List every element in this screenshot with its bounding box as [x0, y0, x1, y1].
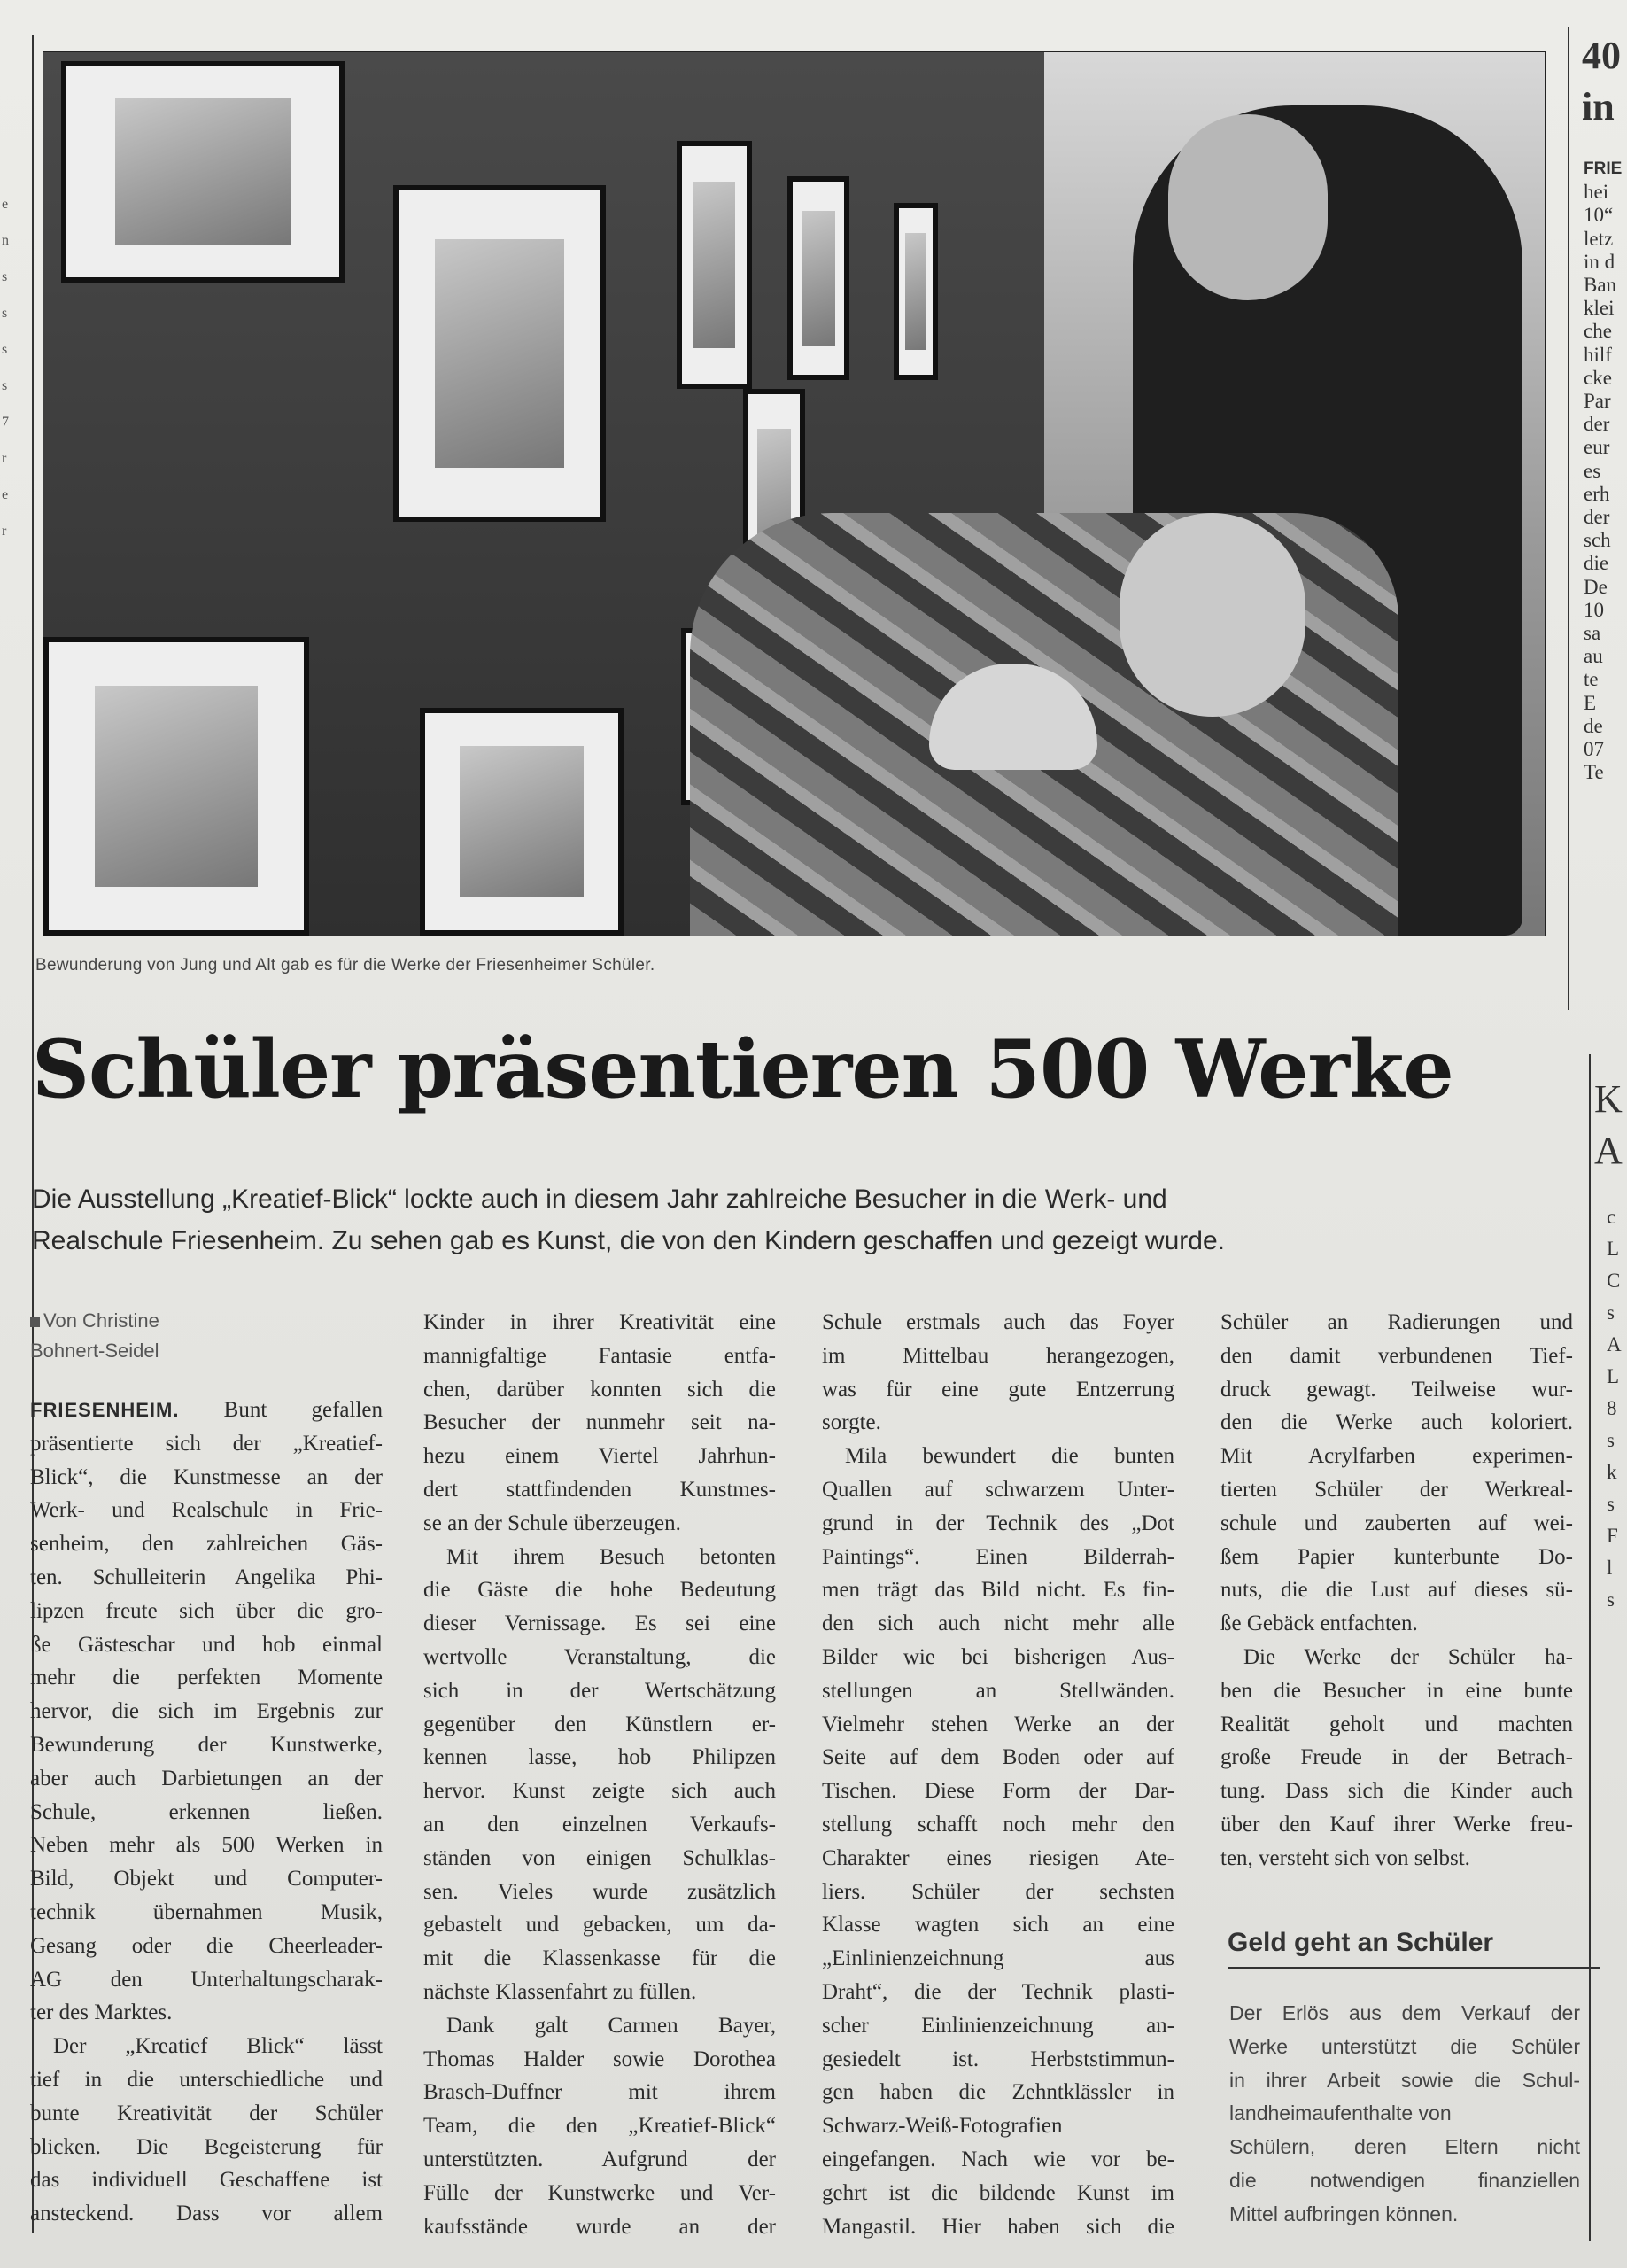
text-line: Vielmehr stehen Werke an der — [822, 1712, 1174, 1736]
text-line: präsentierte sich der „Kreatief- — [30, 1431, 383, 1456]
neighbor-line: Ban — [1584, 274, 1617, 297]
text-line: mannigfaltige Fantasie entfa- — [423, 1343, 776, 1368]
text-line: ten. Schulleiterin Angelika Phi- — [30, 1565, 383, 1589]
text-line: lipzen freute sich über die gro- — [30, 1598, 383, 1623]
left-edge-char: n — [2, 233, 9, 248]
neighbor-line: letz — [1584, 227, 1614, 250]
text-line: Quallen auf schwarzem Unter- — [822, 1477, 1174, 1502]
text-line: Der Erlös aus dem Verkauf der — [1229, 2001, 1580, 2024]
article-headline: Schüler präsentieren 500 Werke — [32, 1022, 1453, 1116]
neighbor-article-text-lower — [1607, 1201, 1622, 1616]
text-line: kennen lasse, hob Philipzen — [423, 1745, 776, 1770]
text-line: ansteckend. Dass vor allem — [30, 2202, 383, 2226]
neighbor-line: die — [1584, 552, 1609, 575]
left-edge-char: s — [2, 269, 8, 284]
text-line: den die Werke auch koloriert. — [1220, 1410, 1573, 1435]
text-line: Kinder in ihrer Kreativität eine — [423, 1310, 776, 1334]
neighbor-line: 10“ — [1584, 204, 1614, 227]
text-line: das individuell Geschaffene ist — [30, 2168, 383, 2193]
text-line: aber auch Darbietungen an der — [30, 1766, 383, 1790]
neighbor-line: c — [1607, 1206, 1616, 1228]
lead-line: Die Ausstellung „Kreatief-Blick“ lockte auch in diesem Jahr zahlreiche Besucher in die Werk- und — [32, 1184, 1167, 1214]
neighbor-line: Te — [1584, 761, 1604, 784]
text-line: den sich auch nicht mehr alle — [822, 1612, 1174, 1636]
neighbor-line: der — [1584, 413, 1610, 436]
text-line: scher Einlinienzeichnung an- — [822, 2013, 1174, 2038]
neighbor-line: L — [1607, 1238, 1620, 1260]
text-line: AG den Unterhaltungscharak- — [30, 1967, 383, 1992]
text-line: ßem Papier kunterbunte Do- — [1220, 1544, 1573, 1569]
left-edge-char: r — [2, 451, 7, 466]
neighbor-article-headline-lower — [1594, 1074, 1623, 1177]
text-line: dert stattfindenden Kunstmes- — [423, 1477, 776, 1502]
sidebox-heading: Geld geht an Schüler — [1228, 1928, 1600, 1969]
text-line: was für eine gute Entzerrung — [822, 1377, 1174, 1402]
text-line: Brasch-Duffner mit ihrem — [423, 2080, 776, 2105]
left-edge-char: s — [2, 378, 8, 393]
text-line: FRIESENHEIM. Bunt gefallen — [30, 1398, 383, 1422]
text-line: Schülern, deren Eltern nicht — [1229, 2135, 1580, 2159]
lead-line: Realschule Friesenheim. Zu sehen gab es Kunst, die von den Kindern geschaffen und gezeigt wurde. — [32, 1226, 1225, 1255]
neighbor-line: 10 — [1584, 598, 1604, 621]
man-head — [1168, 114, 1328, 300]
text-line: über den Kauf ihrer Werke freu- — [1220, 1812, 1573, 1837]
neighbor-line: s — [1607, 1493, 1615, 1515]
neighbor-headline-fragment: A — [1594, 1129, 1623, 1172]
neighbor-line: s — [1607, 1301, 1615, 1324]
neighbor-line: l — [1607, 1557, 1613, 1579]
artwork-frame — [43, 637, 309, 936]
text-line: in ihrer Arbeit sowie die Schul- — [1229, 2068, 1580, 2092]
text-line: Bewunderung der Kunstwerke, — [30, 1732, 383, 1757]
neighbor-line: C — [1607, 1270, 1621, 1292]
text-line: ße Gebäck entfachten. — [1220, 1612, 1418, 1636]
text-line: schule und zauberten auf wei- — [1220, 1511, 1573, 1535]
neighbor-line: sa — [1584, 622, 1601, 645]
right-page-rule-lower — [1589, 1054, 1591, 2241]
text-line: gehrt ist die bildende Kunst im — [822, 2180, 1174, 2205]
sidebox-text — [1229, 1997, 1580, 2232]
text-line: gegenüber den Künstlern er- — [423, 1712, 776, 1736]
neighbor-line: F — [1607, 1525, 1618, 1547]
text-line: se an der Schule überzeugen. — [423, 1511, 681, 1535]
text-line: tung. Dass sich die Kinder auch — [1220, 1779, 1573, 1804]
neighbor-headline-fragment: 40 — [1582, 34, 1621, 77]
text-line: im Mittelbau herangezogen, — [822, 1343, 1174, 1368]
text-line: kaufsstände wurde an der — [423, 2214, 776, 2239]
text-line: Gesang oder die Cheerleader- — [30, 1933, 383, 1958]
artwork-frame — [787, 176, 849, 380]
neighbor-line: De — [1584, 575, 1608, 598]
left-edge-char: e — [2, 197, 9, 212]
byline-author-line: Bohnert-Seidel — [30, 1340, 159, 1362]
neighbor-line: au — [1584, 645, 1603, 668]
exhibition-photo — [43, 51, 1546, 936]
article-column-3 — [822, 1306, 1174, 2243]
neighbor-line: te — [1584, 668, 1599, 691]
neighbor-line: L — [1607, 1365, 1620, 1387]
text-line: Team, die den „Kreatief-Blick“ — [423, 2114, 776, 2139]
left-edge-char: s — [2, 342, 8, 357]
text-line: gen haben die Zehntklässler in — [822, 2080, 1174, 2105]
neighbor-line: che — [1584, 320, 1612, 343]
text-line: bunte Kreativität der Schüler — [30, 2101, 383, 2125]
text-line: chen, darüber konnten sich die — [423, 1377, 776, 1402]
article-column-4 — [1220, 1306, 1573, 1876]
text-line: ße Gästeschar und hob einmal — [30, 1632, 383, 1657]
text-line: Mit Acrylfarben experimen- — [1220, 1444, 1573, 1469]
text-line: technik übernahmen Musik, — [30, 1899, 383, 1924]
neighbor-line: hilf — [1584, 343, 1612, 366]
text-line: die notwendigen finanziellen — [1229, 2168, 1580, 2192]
neighbor-line: eur — [1584, 436, 1610, 459]
text-line: Realität geholt und machten — [1220, 1712, 1573, 1736]
text-line: hezu einem Viertel Jahrhun- — [423, 1444, 776, 1469]
text-line: Mila bewundert die bunten — [845, 1444, 1174, 1469]
text-line: an den einzelnen Verkaufs- — [423, 1812, 776, 1837]
text-line: gebastelt und gebacken, um da- — [423, 1913, 776, 1938]
neighbor-line: es — [1584, 459, 1601, 482]
text-line: Schule, erkennen ließen. — [30, 1799, 383, 1824]
text-line: grund in der Technik des „Dot — [822, 1511, 1174, 1535]
text-line: stellung schafft noch mehr den — [822, 1812, 1174, 1837]
text-line: Die Werke der Schüler ha- — [1243, 1644, 1573, 1669]
text-line: druck gewagt. Teilweise wur- — [1220, 1377, 1573, 1402]
artwork-frame — [393, 185, 606, 522]
neighbor-article-text — [1584, 158, 1622, 784]
neighbor-line: klei — [1584, 297, 1615, 320]
text-line: wertvolle Veranstaltung, die — [423, 1644, 776, 1669]
text-line: Tischen. Diese Form der Dar- — [822, 1779, 1174, 1804]
neighbor-line: A — [1607, 1333, 1622, 1355]
neighbor-line: 07 — [1584, 738, 1604, 761]
text-line: Bild, Objekt und Computer- — [30, 1867, 383, 1891]
text-line: ben die Besucher in eine bunte — [1220, 1678, 1573, 1703]
text-line: Schwarz-Weiß-Fotografien — [822, 2114, 1063, 2139]
text-line: Paintings“. Einen Bilderrah- — [822, 1544, 1174, 1569]
artwork-frame — [677, 141, 752, 389]
text-line: Mit ihrem Besuch betonten — [446, 1544, 776, 1569]
text-line: hervor, die sich im Ergebnis zur — [30, 1699, 383, 1724]
article-column-1 — [30, 1306, 383, 2231]
photo-caption: Bewunderung von Jung und Alt gab es für die Werke der Friesenheimer Schüler. — [35, 956, 655, 975]
neighbor-line: der — [1584, 506, 1610, 529]
text-line: ter des Marktes. — [30, 2000, 173, 2025]
text-line: gesiedelt ist. Herbststimmun- — [822, 2047, 1174, 2071]
text-line: Klasse wagten sich an eine — [822, 1913, 1174, 1938]
left-edge-char: e — [2, 487, 9, 502]
text-line: unterstützten. Aufgrund der — [423, 2147, 776, 2171]
left-edge-char: s — [2, 306, 8, 321]
text-line: den damit verbundenen Tief- — [1220, 1343, 1573, 1368]
text-line: mit die Klassenkasse für die — [423, 1946, 776, 1971]
text-line: tierten Schüler der Werkreal- — [1220, 1477, 1573, 1502]
text-line: Blick“, die Kunstmesse an der — [30, 1464, 383, 1489]
byline — [30, 1306, 383, 1366]
text-line: Bilder wie bei bisherigen Aus- — [822, 1644, 1174, 1669]
text-line: Schüler an Radierungen und — [1220, 1310, 1573, 1334]
neighbor-line: E — [1584, 691, 1597, 714]
text-line: blicken. Die Begeisterung für — [30, 2134, 383, 2159]
text-line: sich in der Wertschätzung — [423, 1678, 776, 1703]
text-line: hervor. Kunst zeigte sich auch — [423, 1779, 776, 1804]
text-line: sen. Vieles wurde zusätzlich — [423, 1879, 776, 1904]
text-line: Thomas Halder sowie Dorothea — [423, 2047, 776, 2071]
neighbor-line: k — [1607, 1461, 1617, 1483]
text-line: Werke unterstützt die Schüler — [1229, 2034, 1580, 2058]
text-line: stellungen an Stellwänden. — [822, 1678, 1174, 1703]
dateline: FRIESENHEIM. — [30, 1399, 180, 1421]
neighbor-headline-fragment: K — [1594, 1077, 1623, 1121]
text-line: Werk- und Realschule in Frie- — [30, 1498, 383, 1523]
neighbor-dateline: FRIE — [1584, 159, 1623, 178]
neighbor-article-headline — [1582, 30, 1621, 133]
artwork-frame — [894, 203, 938, 380]
neighbor-line: cke — [1584, 366, 1612, 389]
text-line: Schule erstmals auch das Foyer — [822, 1310, 1174, 1334]
text-line: Mittel aufbringen können. — [1229, 2202, 1459, 2225]
neighbor-line: s — [1607, 1588, 1615, 1611]
text-line: Fülle der Kunstwerke und Ver- — [423, 2180, 776, 2205]
text-line: Neben mehr als 500 Werken in — [30, 1833, 383, 1858]
text-line: nächste Klassenfahrt zu füllen. — [423, 1979, 697, 2004]
article-column-2 — [423, 1306, 776, 2243]
text-line: eingefangen. Nach wie vor be- — [822, 2147, 1174, 2171]
text-line: tief in die unterschiedliche und — [30, 2067, 383, 2092]
text-line: große Freude in der Betrach- — [1220, 1745, 1573, 1770]
text-line: ten, versteht sich von selbst. — [1220, 1845, 1470, 1870]
text-line: men trägt das Bild nicht. Es fin- — [822, 1578, 1174, 1603]
left-edge-fragments — [2, 186, 9, 549]
left-edge-char: 7 — [2, 415, 9, 430]
artwork-frame — [420, 708, 624, 936]
text-line: ständen von einigen Schulklas- — [423, 1845, 776, 1870]
text-line: liers. Schüler der sechsten — [822, 1879, 1174, 1904]
text-line: sorgte. — [822, 1410, 881, 1435]
byline-square-icon — [30, 1317, 40, 1327]
text-line: Charakter eines riesigen Ate- — [822, 1845, 1174, 1870]
neighbor-line: erh — [1584, 482, 1610, 505]
article-lead — [32, 1178, 1555, 1262]
boy-head — [1120, 513, 1305, 717]
neighbor-line: s — [1607, 1429, 1615, 1451]
text-line: Dank galt Carmen Bayer, — [446, 2013, 776, 2038]
text-line: nuts, die die Lust auf dieses sü- — [1220, 1578, 1573, 1603]
left-edge-char: r — [2, 524, 7, 539]
neighbor-line: de — [1584, 714, 1603, 737]
neighbor-line: sch — [1584, 529, 1611, 552]
neighbor-line: in d — [1584, 250, 1615, 273]
neighbor-line: Par — [1584, 390, 1611, 413]
text-line: die Gäste die hohe Bedeutung — [423, 1578, 776, 1603]
text-line: Mangastil. Hier haben sich die — [822, 2214, 1174, 2239]
neighbor-line: 8 — [1607, 1397, 1617, 1419]
artwork-frame — [61, 61, 345, 283]
right-page-rule — [1568, 27, 1569, 1010]
byline-author-line: Von Christine — [43, 1309, 159, 1332]
text-line: senheim, den zahlreichen Gäs- — [30, 1532, 383, 1557]
text-line: „Einlinienzeichnung aus — [822, 1946, 1174, 1971]
text-line: Besucher der nunmehr seit na- — [423, 1410, 776, 1435]
neighbor-line: hei — [1584, 181, 1609, 204]
text-line: Seite auf dem Boden oder auf — [822, 1745, 1174, 1770]
text-line: Draht“, die der Technik plasti- — [822, 1979, 1174, 2004]
text-line: mehr die perfekten Momente — [30, 1666, 383, 1690]
text-line: landheimaufenthalte von — [1229, 2101, 1452, 2125]
text-line: dieser Vernissage. Es sei eine — [423, 1612, 776, 1636]
text-line: Der „Kreatief Blick“ lässt — [53, 2034, 383, 2059]
neighbor-headline-fragment: in — [1582, 85, 1615, 128]
